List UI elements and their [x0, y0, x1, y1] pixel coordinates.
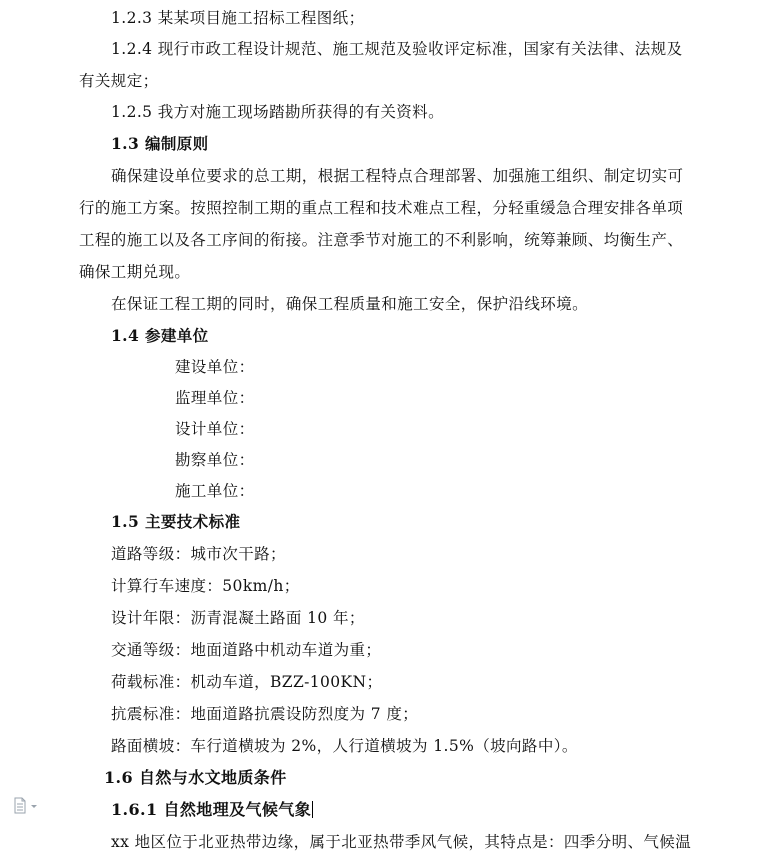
text-line: 抗震标准：地面道路抗震设防烈度为 7 度； — [111, 705, 419, 723]
text-line: 计算行车速度：50km/h； — [111, 577, 300, 595]
text-line: 1.2.4 现行市政工程设计规范、施工规范及验收评定标准，国家有关法律、法规及 — [111, 40, 683, 58]
text-line: 监理单位： — [175, 389, 255, 407]
text-line: 勘察单位： — [175, 451, 255, 469]
text-line: 工程的施工以及各工序间的衔接。注意季节对施工的不利影响，统筹兼顾、均衡生产、 — [79, 231, 684, 249]
subsection-heading-with-caret[interactable] — [111, 799, 313, 821]
text-line: 确保建设单位要求的总工期，根据工程特点合理部署、加强施工组织、制定切实可 — [111, 167, 684, 185]
text-line: 1.2.5 我方对施工现场踏勘所获得的有关资料。 — [111, 103, 444, 121]
text-line: 路面横坡：车行道横坡为 2%，人行道横坡为 1.5%（坡向路中）。 — [111, 737, 578, 755]
text-line: 荷载标准：机动车道，BZZ-100KN； — [111, 673, 383, 691]
text-line: 建设单位： — [175, 358, 255, 376]
text-line: 施工单位： — [175, 482, 255, 500]
section-heading: 1.5 主要技术标准 — [111, 512, 241, 531]
text-line: 交通等级：地面道路中机动车道为重； — [111, 641, 382, 659]
section-heading: 1.6 自然与水文地质条件 — [104, 768, 287, 787]
text-line: 设计年限：沥青混凝土路面 10 年； — [111, 609, 365, 627]
document-icon-svg — [13, 797, 41, 815]
text-line: 确保工期兑现。 — [79, 263, 191, 281]
text-line: 有关规定； — [79, 72, 159, 90]
text-line: xx 地区位于北亚热带边缘，属于北亚热带季风气候，其特点是：四季分明、气候温 — [111, 833, 692, 851]
text-line: 在保证工程工期的同时，确保工程质量和施工安全，保护沿线环境。 — [111, 295, 589, 313]
section-heading: 1.4 参建单位 — [111, 326, 209, 345]
text-line: 道路等级：城市次干路； — [111, 545, 286, 563]
text-line: 1.2.3 某某项目施工招标工程图纸； — [111, 9, 365, 27]
subsection-heading: 1.6.1 自然地理及气候气象 — [111, 800, 312, 819]
text-cursor — [312, 801, 313, 818]
text-line: 行的施工方案。按照控制工期的重点工程和技术难点工程，分轻重缓急合理安排各单项 — [79, 199, 684, 217]
document-icon[interactable] — [13, 797, 41, 815]
section-heading: 1.3 编制原则 — [111, 134, 209, 153]
text-line: 设计单位： — [175, 420, 255, 438]
